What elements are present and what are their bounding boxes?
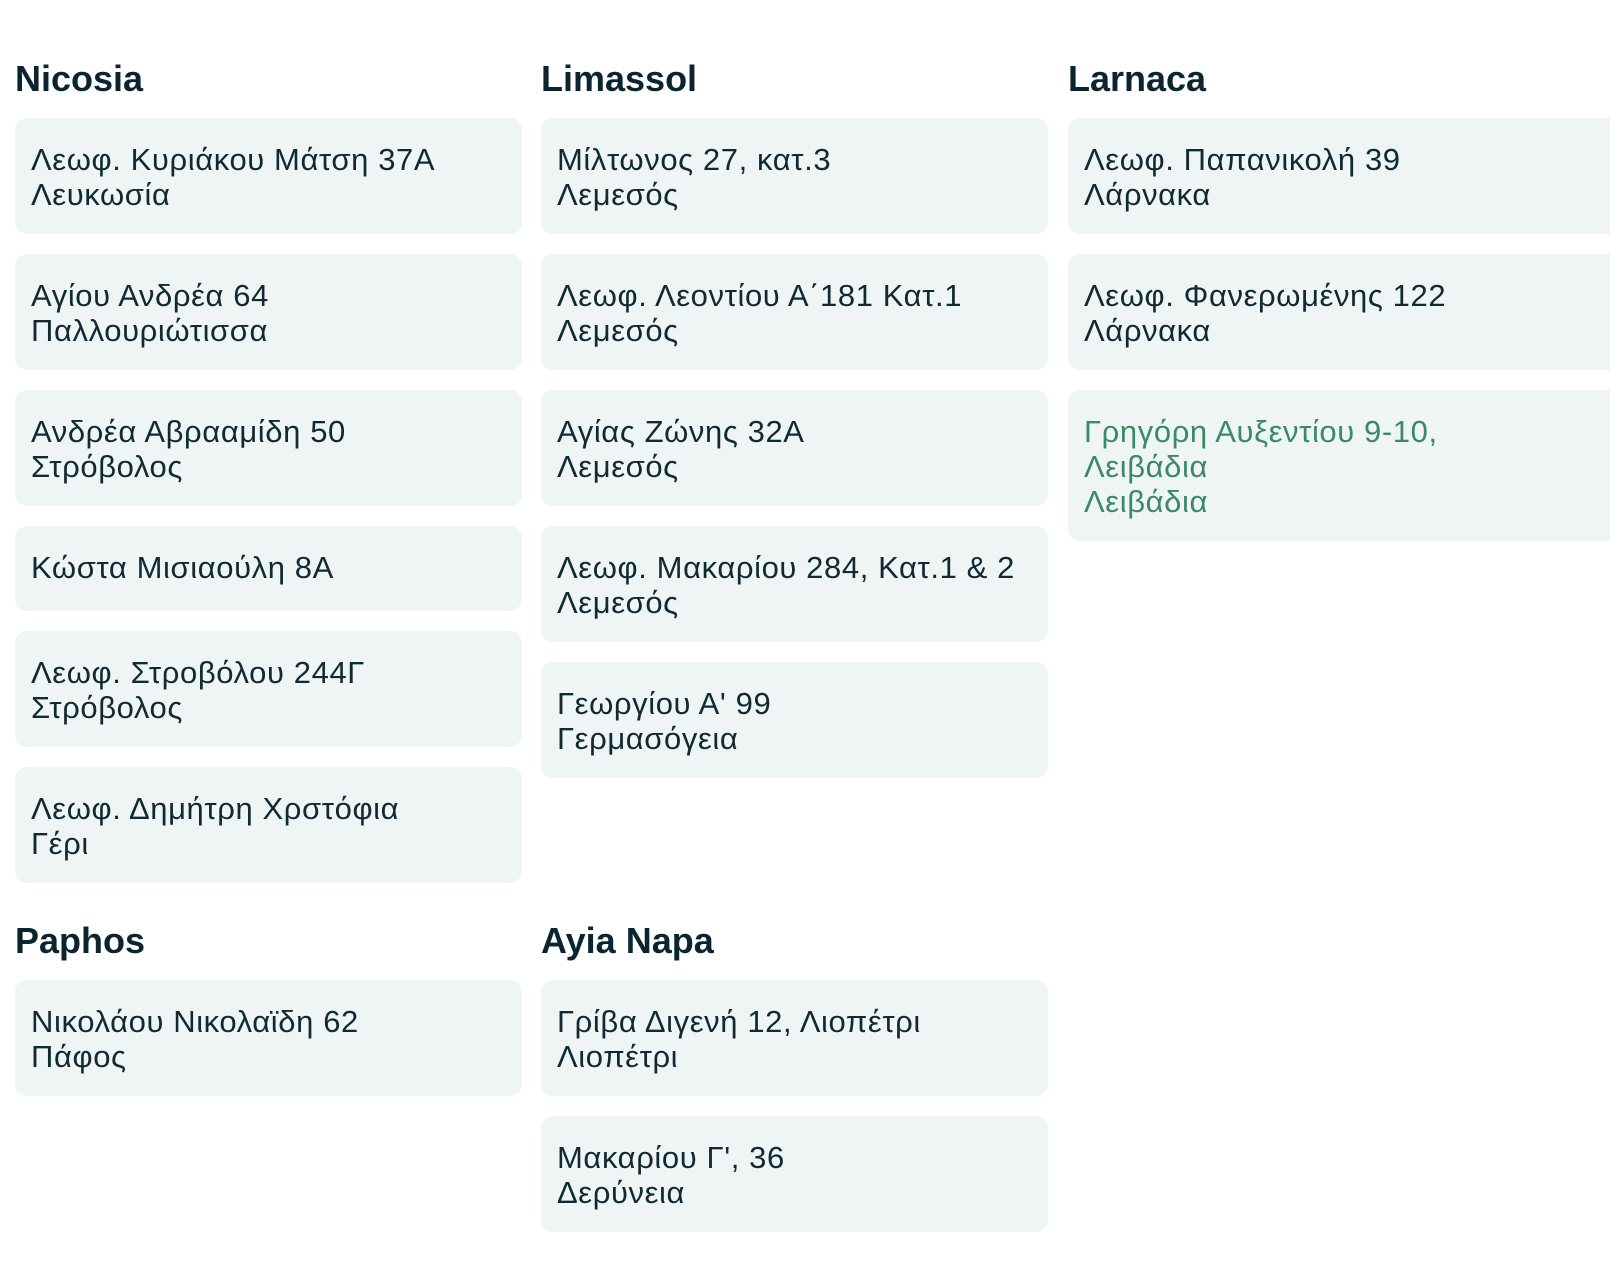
store-area: Λεμεσός bbox=[557, 449, 679, 484]
store-card[interactable] bbox=[15, 767, 522, 883]
store-street: Λεωφ. Φανερωμένης 122 bbox=[1084, 278, 1447, 313]
store-area: Λειβάδια bbox=[1084, 484, 1209, 519]
store-list bbox=[541, 118, 1063, 778]
store-card[interactable] bbox=[541, 980, 1048, 1096]
store-card[interactable] bbox=[541, 390, 1048, 506]
region-title: Nicosia bbox=[15, 58, 144, 99]
store-area: Λάρνακα bbox=[1084, 313, 1211, 348]
store-area: Στρόβολος bbox=[31, 690, 183, 725]
store-card[interactable] bbox=[15, 526, 522, 611]
store-area: Στρόβολος bbox=[31, 449, 183, 484]
store-card[interactable] bbox=[15, 631, 522, 747]
store-card[interactable] bbox=[1068, 254, 1610, 370]
store-area: Λάρνακα bbox=[1084, 177, 1211, 212]
store-street: Κώστα Μισιαούλη 8Α bbox=[31, 550, 334, 585]
store-area: Λευκωσία bbox=[31, 177, 171, 212]
store-card[interactable] bbox=[15, 118, 522, 234]
store-street: Μίλτωνος 27, κατ.3 bbox=[557, 142, 832, 177]
store-area: Γερμασόγεια bbox=[557, 721, 739, 756]
store-street: Γρηγόρη Αυξεντίου 9-10, bbox=[1084, 414, 1438, 449]
store-card[interactable] bbox=[1068, 118, 1610, 234]
region-title: Paphos bbox=[15, 920, 146, 961]
store-street: Αγίας Ζώνης 32Α bbox=[557, 414, 805, 449]
store-street: Λεωφ. Παπανικολή 39 bbox=[1084, 142, 1401, 177]
store-street: Λεωφ. Στροβόλου 244Γ bbox=[31, 655, 365, 690]
region-larnaca bbox=[1068, 56, 1610, 561]
store-list bbox=[15, 118, 537, 883]
store-list bbox=[1068, 118, 1610, 541]
store-area: Γέρι bbox=[31, 826, 89, 861]
region-nicosia bbox=[15, 56, 537, 903]
store-street: Λεωφ. Κυριάκου Μάτση 37Α bbox=[31, 142, 436, 177]
store-area: Παλλουριώτισσα bbox=[31, 313, 269, 348]
region-title: Limassol bbox=[541, 58, 698, 99]
store-card-selected[interactable] bbox=[1068, 390, 1610, 541]
store-street: Λεωφ. Μακαρίου 284, Κατ.1 & 2 bbox=[557, 550, 1015, 585]
store-area: Πάφος bbox=[31, 1039, 127, 1074]
store-street: Λεωφ. Λεοντίου Α΄181 Κατ.1 bbox=[557, 278, 963, 313]
store-street: Μακαρίου Γ', 36 bbox=[557, 1140, 785, 1175]
region-limassol bbox=[541, 56, 1063, 798]
store-card[interactable] bbox=[541, 118, 1048, 234]
store-list bbox=[15, 980, 537, 1096]
store-card[interactable] bbox=[15, 254, 522, 370]
store-card[interactable] bbox=[541, 662, 1048, 778]
store-card[interactable] bbox=[15, 980, 522, 1096]
store-area: Δερύνεια bbox=[557, 1175, 686, 1210]
store-area: Λεμεσός bbox=[557, 313, 679, 348]
store-street: Λεωφ. Δημήτρη Χρστόφια bbox=[31, 791, 400, 826]
store-card[interactable] bbox=[15, 390, 522, 506]
region-ayia-napa bbox=[541, 918, 1063, 1252]
store-street: Γεωργίου Α' 99 bbox=[557, 686, 772, 721]
store-street: Αγίου Ανδρέα 64 bbox=[31, 278, 269, 313]
store-card[interactable] bbox=[541, 254, 1048, 370]
store-list bbox=[541, 980, 1063, 1232]
region-title: Larnaca bbox=[1068, 58, 1207, 99]
region-title: Ayia Napa bbox=[541, 920, 714, 961]
store-area: Λεμεσός bbox=[557, 585, 679, 620]
store-street: Γρίβα Διγενή 12, Λιοπέτρι bbox=[557, 1004, 921, 1039]
region-paphos bbox=[15, 918, 537, 1116]
store-street: Νικολάου Νικολαϊδη 62 bbox=[31, 1004, 359, 1039]
store-card[interactable] bbox=[541, 526, 1048, 642]
store-street-continued: Λειβάδια bbox=[1084, 449, 1209, 484]
store-area: Λεμεσός bbox=[557, 177, 679, 212]
store-street: Ανδρέα Αβρααμίδη 50 bbox=[31, 414, 346, 449]
store-card[interactable] bbox=[541, 1116, 1048, 1232]
store-area: Λιοπέτρι bbox=[557, 1039, 679, 1074]
